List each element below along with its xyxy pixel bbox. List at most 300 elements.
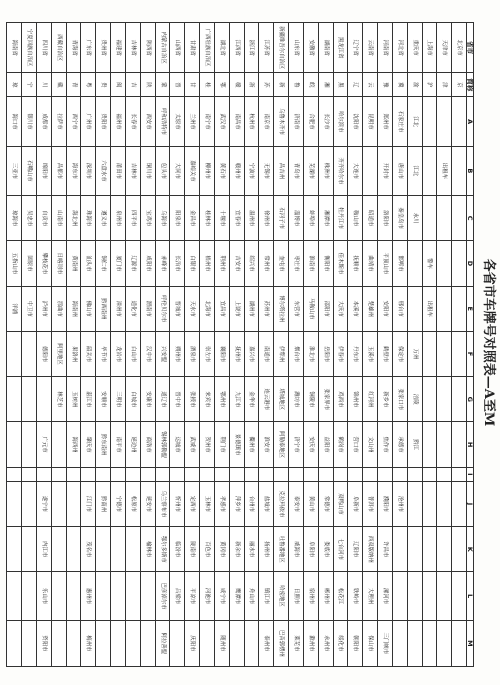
city-cell bbox=[22, 481, 37, 526]
city-cell: 兴安盟 bbox=[155, 331, 170, 376]
city-cell: 新乡市 bbox=[378, 377, 393, 422]
city-cell: 泉州市 bbox=[111, 196, 126, 241]
city-cell: 郑州市 bbox=[378, 97, 393, 146]
city-cell: 涪陵 bbox=[407, 377, 422, 422]
city-cell: 南宁市 bbox=[200, 97, 215, 146]
city-cell: 大庆市 bbox=[333, 286, 348, 331]
city-cell bbox=[36, 377, 51, 422]
city-cell: 日喀则市 bbox=[51, 241, 66, 286]
city-cell bbox=[170, 620, 185, 666]
city-cell: 宝鸡市 bbox=[140, 196, 155, 241]
city-cell: 榆林市 bbox=[140, 527, 155, 572]
province-cell: 上海市 bbox=[422, 23, 437, 73]
city-cell bbox=[422, 331, 437, 376]
city-cell: 鞍山市 bbox=[348, 196, 363, 241]
city-cell: 中卫市 bbox=[22, 286, 37, 331]
city-cell: 五指山市 bbox=[7, 241, 22, 286]
city-cell: 乐山市 bbox=[36, 572, 51, 620]
city-cell: 大连市 bbox=[348, 146, 363, 195]
city-cell: 阜新市 bbox=[348, 481, 363, 526]
table-header-row bbox=[467, 23, 474, 667]
city-cell: 海南州 bbox=[66, 286, 81, 331]
city-cell: 太原市 bbox=[170, 97, 185, 146]
city-cell: 呼和浩特市 bbox=[155, 97, 170, 146]
city-cell: 松原市 bbox=[125, 481, 140, 526]
province-cell: 青海省 bbox=[66, 23, 81, 73]
city-cell: 百色市 bbox=[200, 527, 215, 572]
abbreviation-cell: 黑 bbox=[333, 73, 348, 97]
city-cell: 邵阳市 bbox=[318, 286, 333, 331]
city-cell: 吕梁市 bbox=[170, 572, 185, 620]
city-cell: 威海市 bbox=[289, 527, 304, 572]
city-cell: 六盘水市 bbox=[96, 146, 111, 195]
city-cell: 自贡市 bbox=[36, 196, 51, 241]
city-cell bbox=[244, 620, 259, 666]
city-cell: 杭州市 bbox=[244, 97, 259, 146]
abbreviation-cell: 赣 bbox=[229, 73, 244, 97]
column-header: H bbox=[467, 422, 474, 467]
city-cell: 贵阳市 bbox=[96, 97, 111, 146]
city-cell bbox=[289, 467, 304, 481]
abbreviation-cell: 青 bbox=[66, 73, 81, 97]
city-cell: 十堰市 bbox=[214, 196, 229, 241]
city-cell: 出租车 bbox=[437, 146, 452, 195]
city-cell bbox=[244, 467, 259, 481]
city-cell bbox=[259, 467, 274, 481]
city-cell: 锦州市 bbox=[348, 377, 363, 422]
city-cell bbox=[66, 572, 81, 620]
city-cell: 萍乡市 bbox=[229, 481, 244, 526]
city-cell bbox=[437, 527, 452, 572]
city-cell: 沈阳市 bbox=[348, 97, 363, 146]
city-cell: 邯郸市 bbox=[392, 241, 407, 286]
city-cell: 佛山市 bbox=[81, 286, 96, 331]
city-cell: 成都市 bbox=[36, 97, 51, 146]
abbreviation-cell: 藏 bbox=[51, 73, 66, 97]
city-cell bbox=[437, 467, 452, 481]
province-cell: 海南省 bbox=[7, 23, 22, 73]
city-cell bbox=[185, 467, 200, 481]
table-row bbox=[214, 23, 229, 667]
abbreviation-cell: 川 bbox=[36, 73, 51, 97]
abbreviation-cell: 京 bbox=[452, 73, 467, 97]
city-cell: 泰州市 bbox=[259, 620, 274, 666]
city-cell: 莆田市 bbox=[111, 146, 126, 195]
city-cell: 牡丹江市 bbox=[333, 196, 348, 241]
city-cell: 潍坊市 bbox=[289, 377, 304, 422]
abbreviation-cell: 陕 bbox=[140, 73, 155, 97]
city-cell: 漳州市 bbox=[111, 286, 126, 331]
city-cell: 绥化市 bbox=[333, 620, 348, 666]
city-cell: 铜陵市 bbox=[303, 377, 318, 422]
city-cell bbox=[392, 527, 407, 572]
city-cell bbox=[7, 572, 22, 620]
city-cell: 白银市 bbox=[185, 241, 200, 286]
city-cell: 珠海市 bbox=[81, 196, 96, 241]
city-cell: 温州市 bbox=[244, 196, 259, 241]
city-cell: 出租车 bbox=[422, 286, 437, 331]
province-cell: 江西省 bbox=[229, 23, 244, 73]
city-cell: 许昌市 bbox=[378, 527, 393, 572]
city-cell: 伊犁州 bbox=[274, 331, 289, 376]
city-cell: 焦作市 bbox=[378, 422, 393, 467]
city-cell bbox=[96, 467, 111, 481]
abbreviation-cell: 鲁 bbox=[289, 73, 304, 97]
city-cell bbox=[437, 422, 452, 467]
city-cell: 南昌市 bbox=[229, 97, 244, 146]
city-cell: 东营市 bbox=[289, 286, 304, 331]
city-cell: 西安市 bbox=[140, 97, 155, 146]
city-cell: 拉萨市 bbox=[51, 97, 66, 146]
city-cell: 枣庄市 bbox=[289, 241, 304, 286]
table-row bbox=[140, 23, 155, 667]
city-cell: 滁州市 bbox=[303, 620, 318, 666]
city-cell: 固原市 bbox=[22, 241, 37, 286]
city-cell: 朝阳市 bbox=[348, 620, 363, 666]
city-cell bbox=[36, 467, 51, 481]
city-cell bbox=[111, 620, 126, 666]
city-cell bbox=[422, 572, 437, 620]
table-row bbox=[378, 23, 393, 667]
city-cell: 银川市 bbox=[22, 97, 37, 146]
city-cell: 桂林市 bbox=[200, 196, 215, 241]
city-cell: 晋城市 bbox=[170, 286, 185, 331]
city-cell: 岳阳市 bbox=[318, 331, 333, 376]
city-cell: 丹东市 bbox=[348, 331, 363, 376]
city-cell: 商洛市 bbox=[140, 422, 155, 467]
city-cell: 绍兴市 bbox=[244, 241, 259, 286]
abbreviation-cell: 琼 bbox=[7, 73, 22, 97]
city-cell: 鹰潭市 bbox=[229, 572, 244, 620]
city-cell: 合肥市 bbox=[303, 97, 318, 146]
city-cell bbox=[125, 467, 140, 481]
city-cell: 临汾市 bbox=[170, 527, 185, 572]
city-cell: 抚州市 bbox=[229, 331, 244, 376]
city-cell: 湖州市 bbox=[244, 286, 259, 331]
table-row bbox=[229, 23, 244, 667]
city-cell: 张掖市 bbox=[185, 377, 200, 422]
city-cell: 黄石市 bbox=[214, 146, 229, 195]
city-cell: 保定市 bbox=[392, 331, 407, 376]
province-cell: 四川省 bbox=[36, 23, 51, 73]
city-cell: 嘉兴市 bbox=[244, 331, 259, 376]
city-cell: 通辽市 bbox=[155, 377, 170, 422]
city-cell bbox=[363, 146, 378, 195]
city-cell: 延边州 bbox=[125, 422, 140, 467]
city-cell: 宿州市 bbox=[303, 572, 318, 620]
city-cell: 玉林市 bbox=[200, 481, 215, 526]
city-cell: 济南市 bbox=[289, 97, 304, 146]
table-row bbox=[170, 23, 185, 667]
city-cell: 定西市 bbox=[185, 481, 200, 526]
city-cell: 塔城地区 bbox=[274, 377, 289, 422]
abbreviation-cell: 蒙 bbox=[155, 73, 170, 97]
city-cell bbox=[422, 620, 437, 666]
abbreviation-cell: 沪 bbox=[422, 73, 437, 97]
city-cell bbox=[407, 286, 422, 331]
abbreviation-cell: 粤 bbox=[81, 73, 96, 97]
city-cell: 湘潭市 bbox=[318, 196, 333, 241]
city-cell: 漯河市 bbox=[378, 572, 393, 620]
city-cell: 抚顺市 bbox=[348, 241, 363, 286]
city-cell: 茂名市 bbox=[81, 527, 96, 572]
table-row bbox=[66, 23, 81, 667]
city-cell: 衡阳市 bbox=[318, 241, 333, 286]
city-cell: 淮南市 bbox=[303, 241, 318, 286]
abbreviation-cell: 鄂 bbox=[214, 73, 229, 97]
city-cell: 郴州市 bbox=[318, 572, 333, 620]
city-cell bbox=[111, 467, 126, 481]
province-cell: 湖北省 bbox=[214, 23, 229, 73]
province-cell: 重庆市 bbox=[407, 23, 422, 73]
city-cell: 海北州 bbox=[66, 196, 81, 241]
city-cell: 肇庆市 bbox=[81, 422, 96, 467]
province-cell: 浙江省 bbox=[244, 23, 259, 73]
city-cell: 乌海市 bbox=[155, 196, 170, 241]
city-cell: 吴忠市 bbox=[22, 196, 37, 241]
city-cell: 大理州 bbox=[363, 572, 378, 620]
city-cell: 白山市 bbox=[125, 331, 140, 376]
table-row bbox=[437, 23, 452, 667]
city-cell bbox=[7, 422, 22, 467]
city-cell: 鄂州市 bbox=[214, 377, 229, 422]
city-cell: 南通市 bbox=[259, 331, 274, 376]
city-cell: 梅州市 bbox=[81, 620, 96, 666]
table-row bbox=[51, 23, 66, 667]
city-cell: 铜仁市 bbox=[96, 241, 111, 286]
city-cell: 景德镇市 bbox=[229, 422, 244, 467]
city-cell: 西双版纳州 bbox=[363, 527, 378, 572]
city-cell: 巴彦淖尔市 bbox=[155, 572, 170, 620]
province-cell: 内蒙古自治区 bbox=[155, 23, 170, 73]
city-cell bbox=[125, 527, 140, 572]
city-cell: 攀枝花市 bbox=[36, 241, 51, 286]
city-cell bbox=[392, 620, 407, 666]
abbreviation-cell: 宁 bbox=[22, 73, 37, 97]
city-cell bbox=[66, 620, 81, 666]
city-cell: 北海市 bbox=[200, 286, 215, 331]
city-cell: 泰安市 bbox=[289, 481, 304, 526]
city-cell: 阿里地区 bbox=[51, 331, 66, 376]
city-cell bbox=[452, 620, 467, 666]
city-cell: 长治市 bbox=[170, 241, 185, 286]
city-cell bbox=[7, 331, 22, 376]
city-cell: 马鞍山市 bbox=[303, 286, 318, 331]
city-cell: 铜川市 bbox=[140, 146, 155, 195]
city-cell: 西宁市 bbox=[66, 97, 81, 146]
city-cell: 长沙市 bbox=[318, 97, 333, 146]
city-cell: 鹤岗市 bbox=[333, 422, 348, 467]
city-cell bbox=[22, 527, 37, 572]
city-cell bbox=[7, 527, 22, 572]
table-row bbox=[125, 23, 140, 667]
table-row bbox=[452, 23, 467, 667]
city-cell bbox=[7, 620, 22, 666]
city-cell: 保山市 bbox=[363, 620, 378, 666]
city-cell: 赤峰市 bbox=[155, 241, 170, 286]
city-cell: 庆阳市 bbox=[185, 620, 200, 666]
city-cell: 吐鲁番地区 bbox=[274, 527, 289, 572]
city-cell: 松花江 bbox=[333, 572, 348, 620]
city-cell: 石河子市 bbox=[274, 196, 289, 241]
column-header: E bbox=[467, 286, 474, 331]
city-cell bbox=[51, 620, 66, 666]
city-cell: 朔州市 bbox=[170, 331, 185, 376]
city-cell: 阳泉市 bbox=[170, 196, 185, 241]
city-cell: 丽水市 bbox=[244, 527, 259, 572]
city-cell: 汕头市 bbox=[81, 241, 96, 286]
table-row bbox=[96, 23, 111, 667]
city-cell bbox=[333, 467, 348, 481]
city-cell: 淮北市 bbox=[303, 331, 318, 376]
province-cell: 广西壮族自治区 bbox=[200, 23, 215, 73]
city-cell: 晋中市 bbox=[170, 377, 185, 422]
city-cell bbox=[392, 467, 407, 481]
city-cell bbox=[7, 467, 22, 481]
city-cell: 宁波市 bbox=[244, 146, 259, 195]
abbreviation-cell: 吉 bbox=[125, 73, 140, 97]
city-cell: 阿勒泰地区 bbox=[274, 422, 289, 467]
city-cell bbox=[22, 620, 37, 666]
city-cell: 德阳市 bbox=[36, 331, 51, 376]
province-cell: 河南省 bbox=[378, 23, 393, 73]
city-cell: 海西州 bbox=[66, 422, 81, 467]
province-cell: 辽宁省 bbox=[348, 23, 363, 73]
city-cell bbox=[22, 331, 37, 376]
city-cell bbox=[452, 467, 467, 481]
city-cell bbox=[422, 97, 437, 146]
abbreviation-cell: 桂 bbox=[200, 73, 215, 97]
abbreviation-cell: 甘 bbox=[185, 73, 200, 97]
column-header: B bbox=[467, 146, 474, 195]
city-cell bbox=[437, 331, 452, 376]
city-cell: 淄博市 bbox=[289, 196, 304, 241]
city-cell bbox=[51, 422, 66, 467]
city-cell bbox=[22, 377, 37, 422]
city-cell bbox=[22, 467, 37, 481]
city-cell: 黄冈市 bbox=[214, 527, 229, 572]
city-cell: 厦门市 bbox=[111, 241, 126, 286]
city-cell: 石嘴山市 bbox=[22, 146, 37, 195]
province-cell: 吉林省 bbox=[125, 23, 140, 73]
column-header: A bbox=[467, 97, 474, 146]
city-cell: 昭通市 bbox=[363, 196, 378, 241]
city-cell: 警车 bbox=[422, 241, 437, 286]
city-cell bbox=[348, 467, 363, 481]
city-cell bbox=[378, 467, 393, 481]
city-cell: 三明市 bbox=[111, 377, 126, 422]
city-cell: 湛江市 bbox=[81, 377, 96, 422]
city-cell: 南平市 bbox=[111, 422, 126, 467]
city-cell: 嘉峪关市 bbox=[185, 146, 200, 195]
abbreviation-cell: 新 bbox=[274, 73, 289, 97]
city-cell: 镇江市 bbox=[259, 572, 274, 620]
city-cell: 宜春市 bbox=[229, 196, 244, 241]
city-cell bbox=[274, 467, 289, 481]
abbreviation-cell: 晋 bbox=[170, 73, 185, 97]
city-cell: 徐州市 bbox=[259, 196, 274, 241]
city-cell: 海口市 bbox=[7, 97, 22, 146]
city-cell: 三门峡市 bbox=[378, 620, 393, 666]
city-cell bbox=[452, 331, 467, 376]
city-cell: 株洲市 bbox=[318, 146, 333, 195]
city-cell: 林芝市 bbox=[51, 377, 66, 422]
city-cell: 永州市 bbox=[318, 620, 333, 666]
city-cell: 新余市 bbox=[229, 527, 244, 572]
table-row bbox=[303, 23, 318, 667]
city-cell bbox=[155, 467, 170, 481]
city-cell: 运城市 bbox=[170, 422, 185, 467]
column-header: 简称 bbox=[467, 73, 474, 97]
city-cell: 上饶市 bbox=[229, 286, 244, 331]
city-cell: 广元市 bbox=[36, 422, 51, 467]
province-cell: 宁夏回族自治区 bbox=[22, 23, 37, 73]
city-cell: 深圳市 bbox=[81, 146, 96, 195]
table-row bbox=[289, 23, 304, 667]
province-cell: 云南省 bbox=[363, 23, 378, 73]
city-cell: 平顶山市 bbox=[378, 241, 393, 286]
city-cell: 随州市 bbox=[214, 620, 229, 666]
abbreviation-cell: 皖 bbox=[303, 73, 318, 97]
city-cell: 呼伦贝尔市 bbox=[155, 286, 170, 331]
province-cell: 甘肃省 bbox=[185, 23, 200, 73]
city-cell bbox=[407, 467, 422, 481]
city-cell: 江门市 bbox=[81, 481, 96, 526]
document-title: 各省市车牌号对照表—A至M bbox=[481, 258, 496, 427]
city-cell bbox=[140, 572, 155, 620]
city-cell bbox=[452, 377, 467, 422]
city-cell: 兰州市 bbox=[185, 97, 200, 146]
column-header: L bbox=[467, 572, 474, 620]
city-cell: 石家庄市 bbox=[392, 97, 407, 146]
city-cell: 长春市 bbox=[125, 97, 140, 146]
city-cell: 延安市 bbox=[140, 481, 155, 526]
city-cell: 楚雄州 bbox=[363, 286, 378, 331]
city-cell bbox=[214, 467, 229, 481]
city-cell: 哈密地区 bbox=[274, 572, 289, 620]
city-cell: 舟山市 bbox=[244, 572, 259, 620]
table-row bbox=[22, 23, 37, 667]
city-cell: 安阳市 bbox=[378, 286, 393, 331]
province-cell: 贵州省 bbox=[96, 23, 111, 73]
column-header: F bbox=[467, 331, 474, 376]
table-row bbox=[111, 23, 126, 667]
city-cell: 乌鲁木齐市 bbox=[274, 97, 289, 146]
city-cell: 柳州市 bbox=[200, 146, 215, 195]
city-cell: 黄山市 bbox=[303, 481, 318, 526]
city-cell: 本溪市 bbox=[348, 286, 363, 331]
column-header: J bbox=[467, 481, 474, 526]
table-row bbox=[348, 23, 363, 667]
city-cell: 黔西南州 bbox=[96, 286, 111, 331]
city-cell bbox=[96, 620, 111, 666]
city-cell: 玉树州 bbox=[66, 377, 81, 422]
city-cell: 武威市 bbox=[185, 422, 200, 467]
city-cell: 济宁市 bbox=[289, 422, 304, 467]
city-cell: 邢台市 bbox=[392, 286, 407, 331]
column-header: M bbox=[467, 620, 474, 666]
city-cell: 奎屯市 bbox=[274, 241, 289, 286]
city-cell: 汉中市 bbox=[140, 331, 155, 376]
city-cell: 资阳市 bbox=[36, 620, 51, 666]
city-cell bbox=[437, 286, 452, 331]
city-cell: 博尔塔拉州 bbox=[274, 286, 289, 331]
city-cell bbox=[363, 467, 378, 481]
city-cell: 鹤壁市 bbox=[378, 331, 393, 376]
city-cell bbox=[392, 572, 407, 620]
city-cell: 巴音郭楞州 bbox=[274, 620, 289, 666]
city-cell bbox=[422, 422, 437, 467]
